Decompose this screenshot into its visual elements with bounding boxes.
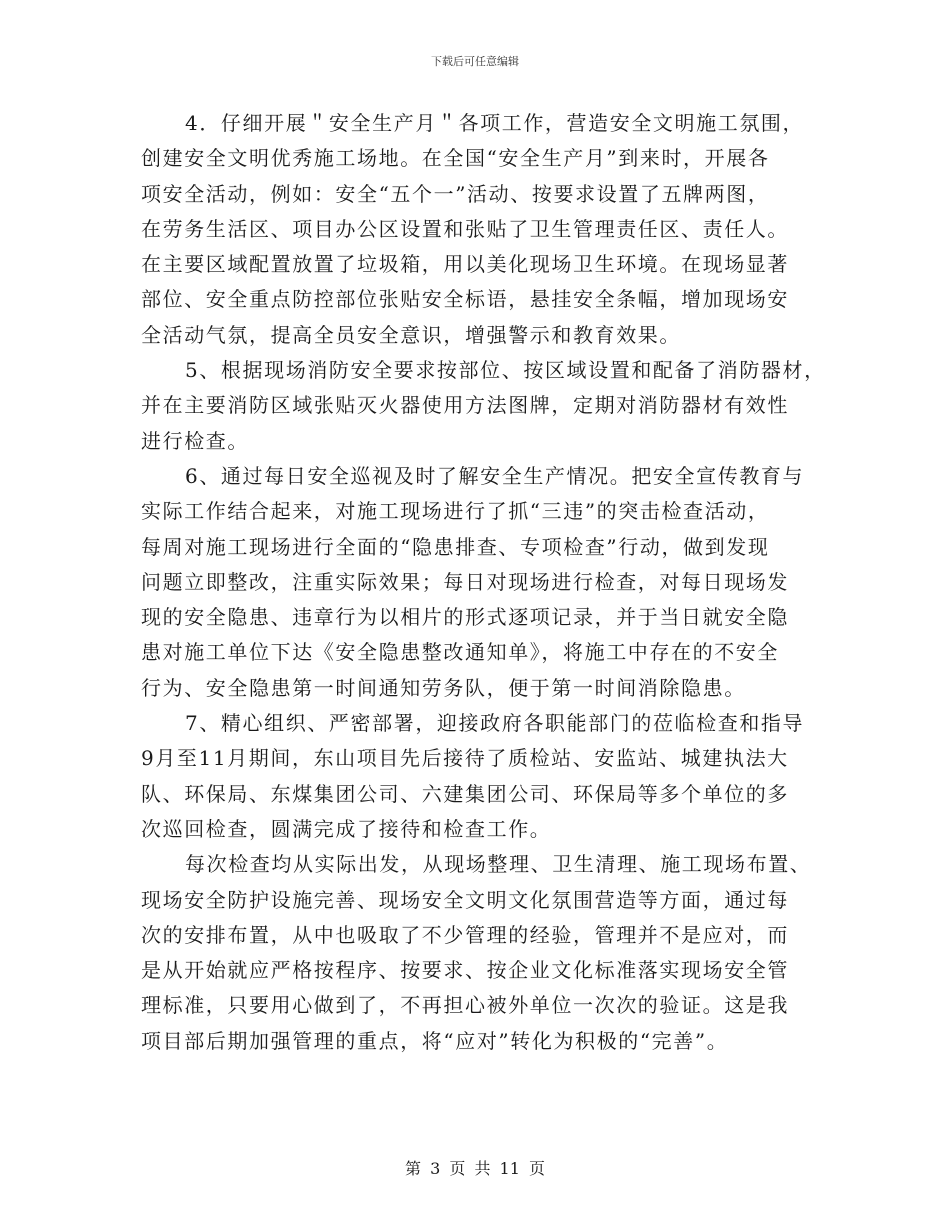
text-line: 次巡回检查，圆满完成了接待和检查工作。 [141, 816, 552, 841]
text-line: 实际工作结合起来，对施工现场进行了抓“三违”的突击检查活动， [141, 499, 770, 524]
text-line: 部位、安全重点防控部位张贴安全标语，悬挂安全条幅，增加现场安 [141, 287, 789, 312]
text-line: 9月至11月期间，东山项目先后接待了质检站、安监站、城建执法大 [141, 746, 789, 771]
text-line: 现的安全隐患、违章行为以相片的形式逐项记录，并于当日就安全隐 [141, 605, 789, 630]
text-line: 每次检查均从实际出发，从现场整理、卫生清理、施工现场布置、 [185, 852, 812, 877]
text-line: 理标准，只要用心做到了，不再担心被外单位一次次的验证。这是我 [141, 993, 789, 1018]
text-line: 4．仔细开展＂安全生产月＂各项工作，营造安全文明施工氛围， [185, 111, 805, 135]
text-line: 在劳务生活区、项目办公区设置和张贴了卫生管理责任区、责任人。 [141, 216, 789, 241]
text-line: 创建安全文明优秀施工场地。在全国“安全生产月”到来时，开展各 [141, 146, 770, 171]
text-line: 项目部后期加强管理的重点，将“应对”转化为积极的“完善”。 [141, 1028, 729, 1053]
document-body [141, 106, 831, 1059]
text-line: 行为、安全隐患第一时间通知劳务队，便于第一时间消除隐患。 [141, 675, 746, 700]
text-line: 次的安排布置，从中也吸取了不少管理的经验，管理并不是应对，而 [141, 922, 789, 947]
text-line: 每周对施工现场进行全面的“隐患排查、专项检查”行动，做到发现 [141, 534, 770, 559]
text-line: 现场安全防护设施完善、现场安全文明文化氛围营造等方面，通过每 [141, 887, 789, 912]
text-line: 进行检查。 [141, 428, 249, 453]
paragraph-7 [141, 706, 831, 847]
text-line: 并在主要消防区域张贴灭火器使用方法图牌，定期对消防器材有效性 [141, 393, 789, 418]
page-footer: 第 3 页 共 11 页 [405, 1159, 545, 1178]
text-line: 5、根据现场消防安全要求按部位、按区域设置和配备了消防器材， [185, 358, 826, 383]
text-line: 是从开始就应严格按程序、按要求、按企业文化标准落实现场安全管 [141, 958, 789, 983]
page-header: 下载后可任意编辑 [431, 55, 519, 68]
paragraph-4 [141, 106, 831, 353]
text-line: 7、精心组织、严密部署，迎接政府各职能部门的莅临检查和指导 [185, 711, 805, 736]
text-line: 患对施工单位下达《安全隐患整改通知单》，将施工中存在的不安全 [141, 640, 779, 665]
text-line: 问题立即整改，注重实际效果；每日对现场进行检查，对每日现场发 [141, 569, 789, 594]
text-line: 队、环保局、东煤集团公司、六建集团公司、环保局等多个单位的多 [141, 781, 789, 806]
text-line: 全活动气氛，提高全员安全意识，增强警示和教育效果。 [141, 322, 681, 347]
paragraph-5 [141, 353, 831, 459]
text-line: 在主要区域配置放置了垃圾箱，用以美化现场卫生环境。在现场显著 [141, 252, 789, 277]
paragraph-6 [141, 459, 831, 706]
text-line: 项安全活动，例如：安全“五个一”活动、按要求设置了五牌两图， [141, 181, 770, 206]
text-line: 6、通过每日安全巡视及时了解安全生产情况。把安全宣传教育与 [185, 463, 805, 488]
paragraph-summary [141, 847, 831, 1059]
